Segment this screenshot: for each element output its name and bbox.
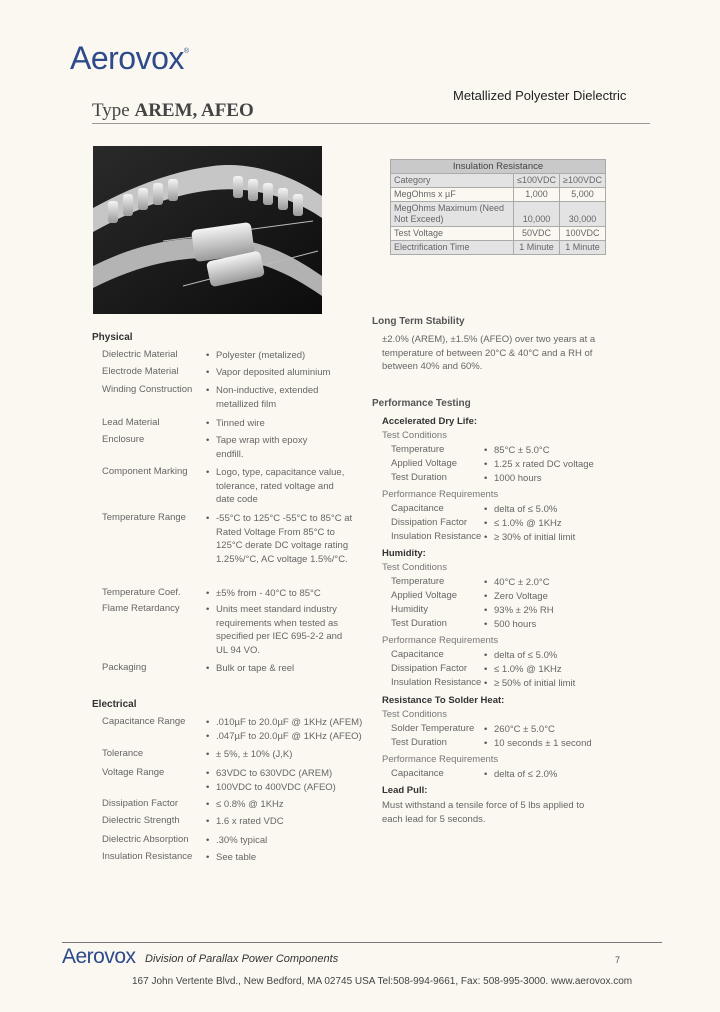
- insulation-resistance-table: [390, 159, 606, 255]
- spec-value: • ≥ 50% of initial limit: [494, 677, 575, 691]
- spec-value: • Zero Voltage: [494, 590, 548, 604]
- spec-label: Lead Material: [102, 417, 160, 428]
- spec-value: • 40°C ± 2.0°C: [494, 576, 550, 590]
- lead-pull-text: Must withstand a tensile force of 5 lbs applied to each lead for 5 seconds.: [382, 800, 585, 825]
- header-divider: [92, 123, 650, 124]
- spec-label: Temperature: [391, 444, 445, 455]
- spec-label: Winding Construction: [102, 384, 193, 395]
- spec-label: Test Duration: [391, 618, 447, 629]
- product-photo: [93, 146, 322, 314]
- spec-label: Insulation Resistance: [102, 851, 193, 862]
- spec-label: Capacitance: [391, 649, 444, 660]
- spec-value: • 1.6 x rated VDC: [216, 815, 284, 829]
- spec-value: • Vapor deposited aluminium: [216, 366, 361, 380]
- spec-value: • Non-inductive, extended metallized film: [216, 384, 344, 411]
- spec-value: • .30% typical: [216, 834, 267, 848]
- spec-label: Test Duration: [391, 472, 447, 483]
- spec-label: Dielectric Material: [102, 349, 178, 360]
- lead-pull-heading: Lead Pull:: [382, 785, 428, 796]
- long-term-text: ±2.0% (AREM), ±1.5% (AFEO) over two years at a temperature of between 20°C & 40°C and a RH of between 40% and 60%.: [382, 334, 596, 372]
- division-text: Division of Parallax Power Components: [145, 953, 339, 965]
- spec-value: • .010µF to 20.0µF @ 1KHz (AFEM): [216, 716, 362, 730]
- spec-value: • Units meet standard industry requirements when tested as specified per IEC 695-2-2 and UL 94 VO.: [216, 603, 351, 657]
- spec-value: • 100VDC to 400VDC (AFEO): [216, 781, 336, 795]
- spec-label: Solder Temperature: [391, 723, 475, 734]
- spec-value: • 500 hours: [494, 618, 536, 632]
- spec-value: • ≥ 30% of initial limit: [494, 531, 575, 545]
- spec-label: Flame Retardancy: [102, 603, 180, 614]
- test-conditions-label: Test Conditions: [382, 709, 447, 720]
- spec-label: Insulation Resistance: [391, 677, 482, 688]
- footer-logo: Aerovox: [62, 945, 136, 968]
- table-title: Insulation Resistance: [391, 160, 606, 174]
- spec-value: • .047µF to 20.0µF @ 1KHz (AFEO): [216, 730, 362, 744]
- spec-label: Dielectric Absorption: [102, 834, 189, 845]
- spec-label: Temperature Coef.: [102, 587, 181, 598]
- spec-label: Electrode Material: [102, 366, 179, 377]
- spec-label: Insulation Resistance: [391, 531, 482, 542]
- spec-value: • Tape wrap with epoxy endfill.: [216, 434, 328, 461]
- spec-value: • 63VDC to 630VDC (AREM): [216, 767, 332, 781]
- spec-label: Humidity: [391, 604, 428, 615]
- spec-label: Temperature Range: [102, 512, 186, 523]
- spec-label: Voltage Range: [102, 767, 165, 778]
- dielectric-subtitle: Metallized Polyester Dielectric: [453, 88, 627, 103]
- spec-value: • delta of ≤ 5.0%: [494, 649, 557, 663]
- spec-value: • ± 5%, ± 10% (J,K): [216, 748, 292, 762]
- spec-label: Capacitance: [391, 503, 444, 514]
- spec-label: Capacitance Range: [102, 716, 186, 727]
- table-row: Category ≤100VDC ≥100VDC: [391, 174, 606, 188]
- spec-value: • 260°C ± 5.0°C: [494, 723, 555, 737]
- spec-label: Applied Voltage: [391, 590, 458, 601]
- electrical-heading: Electrical: [92, 699, 137, 710]
- table-row: MegOhms Maximum (Need Not Exceed) 10,000 30,000: [391, 202, 606, 227]
- spec-label: Dissipation Factor: [391, 517, 468, 528]
- table-row: Test Voltage 50VDC 100VDC: [391, 227, 606, 241]
- spec-value: • 85°C ± 5.0°C: [494, 444, 550, 458]
- spec-value: • 1.25 x rated DC voltage: [494, 458, 594, 472]
- footer-divider: [62, 942, 662, 943]
- spec-value: • -55°C to 125°C -55°C to 85°C at Rated Voltage From 85°C to 125°C derate DC voltage rating 1.25%/°C, AC voltage 1.5%/°C.: [216, 512, 356, 566]
- table-row: Electrification Time 1 Minute 1 Minute: [391, 241, 606, 255]
- spec-label: Dissipation Factor: [391, 663, 468, 674]
- spec-label: Packaging: [102, 662, 147, 673]
- requirements-label: Performance Requirements: [382, 489, 499, 500]
- spec-label: Temperature: [391, 576, 445, 587]
- physical-heading: Physical: [92, 332, 133, 343]
- dry-life-heading: Accelerated Dry Life:: [382, 416, 478, 427]
- spec-value: • delta of ≤ 2.0%: [494, 768, 557, 782]
- spec-value: • ±5% from - 40°C to 85°C: [216, 587, 361, 601]
- spec-label: Dissipation Factor: [102, 798, 179, 809]
- solder-heat-heading: Resistance To Solder Heat:: [382, 695, 505, 706]
- spec-label: Applied Voltage: [391, 458, 458, 469]
- aerovox-logo: Aerovox®: [70, 40, 189, 76]
- long-term-heading: Long Term Stability: [372, 316, 465, 327]
- spec-label: Enclosure: [102, 434, 145, 445]
- spec-value: • Polyester (metalized): [216, 349, 361, 363]
- spec-label: Dielectric Strength: [102, 815, 180, 826]
- test-conditions-label: Test Conditions: [382, 562, 447, 573]
- spec-value: • ≤ 0.8% @ 1KHz: [216, 798, 284, 812]
- spec-label: Tolerance: [102, 748, 144, 759]
- spec-value: • Tinned wire: [216, 417, 361, 431]
- spec-label: Test Duration: [391, 737, 447, 748]
- spec-label: Component Marking: [102, 466, 188, 477]
- page-number: 7: [615, 955, 621, 965]
- requirements-label: Performance Requirements: [382, 754, 499, 765]
- table-row: MegOhms x µF 1,000 5,000: [391, 188, 606, 202]
- spec-value: • 93% ± 2% RH: [494, 604, 554, 618]
- spec-value: • ≤ 1.0% @ 1KHz: [494, 517, 562, 531]
- test-conditions-label: Test Conditions: [382, 430, 447, 441]
- requirements-label: Performance Requirements: [382, 635, 499, 646]
- humidity-heading: Humidity:: [382, 548, 426, 559]
- performance-heading: Performance Testing: [372, 398, 471, 409]
- footer-address: 167 John Vertente Blvd., New Bedford, MA 02745 USA Tel:508-994-9661, Fax: 508-995-3000. www.aerovox.com: [132, 976, 633, 987]
- spec-value: • delta of ≤ 5.0%: [494, 503, 557, 517]
- page-title: Type AREM, AFEO: [92, 100, 254, 121]
- spec-value: • 10 seconds ± 1 second: [494, 737, 592, 751]
- spec-value: • 1000 hours: [494, 472, 542, 486]
- spec-value: • See table: [216, 851, 256, 865]
- spec-value: • ≤ 1.0% @ 1KHz: [494, 663, 562, 677]
- spec-label: Capacitance: [391, 768, 444, 779]
- spec-value: • Logo, type, capacitance value, tolerance, rated voltage and date code: [216, 466, 346, 507]
- spec-value: • Bulk or tape & reel: [216, 662, 361, 676]
